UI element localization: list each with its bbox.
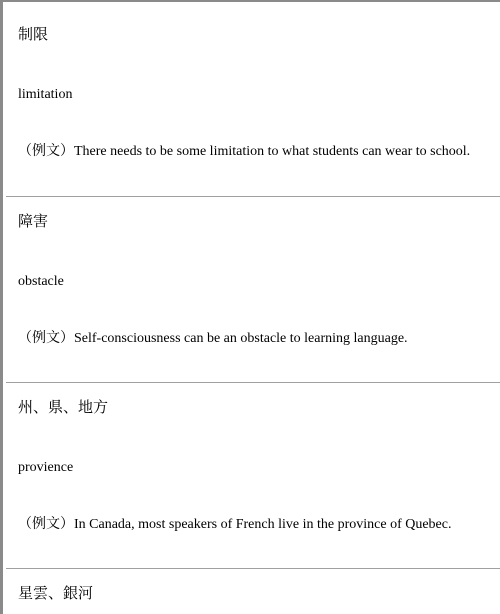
example-sentence — [18, 513, 452, 536]
example-label: （例文） — [18, 516, 74, 532]
example-sentence — [18, 140, 470, 163]
english-term: obstacle — [18, 274, 64, 289]
vocab-entry — [6, 568, 500, 614]
japanese-term: 星雲、銀河 — [18, 584, 94, 602]
japanese-term: 障害 — [18, 212, 49, 230]
example-text: Self-consciousness can be an obstacle to learning language. — [74, 331, 408, 346]
japanese-term: 制限 — [18, 25, 49, 43]
japanese-term: 州、県、地方 — [18, 398, 109, 416]
example-label: （例文） — [18, 143, 74, 159]
example-text: There needs to be some limitation to what students can wear to school. — [74, 144, 471, 159]
example-sentence — [18, 327, 408, 350]
vocab-entry — [6, 10, 500, 196]
vocab-entry — [6, 382, 500, 569]
vocab-entry — [6, 196, 500, 383]
example-label: （例文） — [18, 330, 74, 346]
example-text: In Canada, most speakers of French live in the province of Quebec. — [74, 517, 452, 532]
english-term: provience — [18, 460, 74, 475]
english-term: limitation — [18, 87, 73, 102]
